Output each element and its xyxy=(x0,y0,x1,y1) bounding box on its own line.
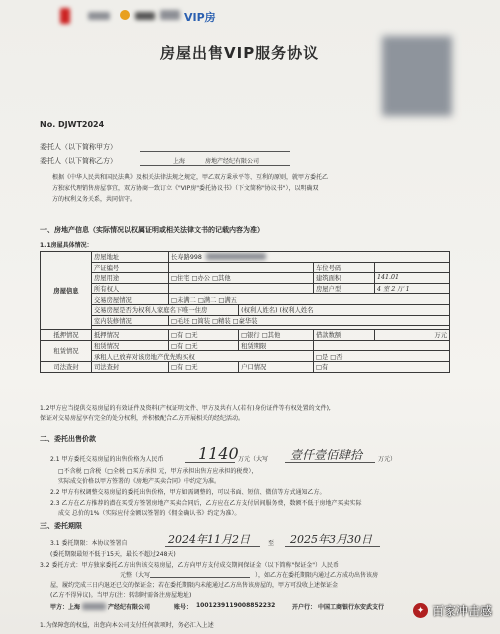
watermark-logo-icon: ✦ xyxy=(413,603,428,618)
page-title: 房屋出售VIP服务协议 xyxy=(160,44,320,62)
mortgage-header: 抵押情况 xyxy=(41,330,92,341)
header-icon xyxy=(120,10,130,20)
section-3-title: 三、委托期限 xyxy=(40,522,82,530)
term-prefix: 3.1 委托期限：本协议签署自 xyxy=(50,540,128,547)
deposit-line-2: 元整（大写 xyxy=(120,572,151,579)
term-end-handwritten: 2025年3月30日 xyxy=(290,533,372,546)
loan-label: 借款数额 xyxy=(314,330,375,341)
account-label: 户口情况 xyxy=(239,361,314,372)
area-label: 建筑面积 xyxy=(314,273,375,284)
justice-header: 司法查封 xyxy=(41,361,92,372)
price-adjust: 2.2 甲方有权调整交易房屋的委托出售价格，甲方如需调整的，可以书面、短信、微信等方式通知乙方。 xyxy=(50,489,326,496)
property-table xyxy=(40,251,450,373)
note-1-2-line-2: 保证对交易房屋享有完全的处分权利，并积极配合乙方开展相关的经纪活动。 xyxy=(40,415,245,422)
address-text: 长寿路998 xyxy=(171,254,202,262)
party-a-company: 产经纪有限公司 xyxy=(108,604,151,611)
price-tax-options: □不含税 □含税（□全税 □买方承担 元，甲方承担出售方应承担的税费）， xyxy=(58,468,258,475)
qr-code-blurred xyxy=(382,36,452,116)
fee-line-2: 成交 总价的1%（实际应付金额以签署的《佣金确认书》约定为准）。 xyxy=(58,510,241,517)
deposit-line-2-tail: ），如乙方在委托期限内通过乙方成功出售该房 xyxy=(255,572,379,579)
lease-buy: 承租人已放弃对该房地产优先购买权 xyxy=(92,351,314,362)
term-mid: 至 xyxy=(268,540,275,547)
lease-buy-options: □是 □否 xyxy=(314,351,450,362)
address-value xyxy=(169,252,450,263)
justice-options: □有 □无 xyxy=(169,361,239,372)
header-logo-mark xyxy=(60,8,70,24)
address-label: 房屋地址 xyxy=(92,252,169,263)
bank-label: 开户行： xyxy=(292,604,317,611)
preamble xyxy=(52,172,452,205)
area-value: 141.01 xyxy=(375,273,450,284)
unit-value xyxy=(375,262,450,273)
usage-options: □住宅 □办公 □其他 xyxy=(169,273,314,284)
indoor-options: □毛坯 □简装 □精装 □豪华装 xyxy=(169,315,450,326)
usage-label: 房屋用途 xyxy=(92,273,169,284)
deposit-line-1: 3.2 委托方式：甲方独家委托乙方出售该交易房屋，乙方向甲方支付成交期间保证金（以下简称"保证金"）人民币 xyxy=(40,562,339,569)
bank-name: 中国工商银行东安武支行 xyxy=(318,604,385,611)
bottom-note: 1.为保障您的权益，出您向本公司支付任何款项时，务必汇入上述 xyxy=(40,622,214,629)
price-note: 实际成交价格以甲方签署的《房地产买卖合同》中约定为准。 xyxy=(58,478,221,485)
preamble-line-2: 方独家代理销售房屋事宜，双方协商一致订立《"VIP房"委托协议书》（下文简称"协议书"），以明确双 xyxy=(52,185,319,192)
agent-company: 房地产经纪有限公司 xyxy=(205,158,260,165)
vip-logo: VIP房 xyxy=(184,11,216,24)
account-options: □有 xyxy=(314,361,450,372)
house-info-header: 房屋信息 xyxy=(41,252,92,330)
lease-label: 租赁情况 xyxy=(92,340,169,351)
fee-line-1: 2.3 乙方在乙方推荐的潜在买受方签署房地产买卖合同后，乙方应在乙方支付居间服务费，数额不低于房地产买卖实际 xyxy=(50,500,362,507)
party-a-label: 甲方：上海 xyxy=(50,604,81,611)
loan-unit: 万元 xyxy=(375,330,450,341)
justice-label: 司法查封 xyxy=(92,361,169,372)
account-number: 1001239119008852232 xyxy=(196,602,276,609)
client-label: 委托人（以下简称甲方） xyxy=(40,143,117,151)
layout-value: 4 室 2 厅 1 xyxy=(375,283,450,294)
account-label-footer: 账号： xyxy=(174,604,193,611)
watermark xyxy=(413,602,492,619)
lease-term: 租赁期限 xyxy=(239,340,314,351)
indoor-label: 室内装修情况 xyxy=(92,315,169,326)
tax-label: 交易房屋情况 xyxy=(92,294,169,305)
layout-label: 房屋户型 xyxy=(314,283,375,294)
contract-number: No. DJWT2024 xyxy=(40,120,105,129)
cert-label: 产证编号 xyxy=(92,262,169,273)
note-1-2 xyxy=(40,404,455,424)
agreement-tail: (权利人姓名) (权利人姓名 xyxy=(239,304,450,315)
owner-label: 所有权人 xyxy=(92,283,169,294)
term-note: (委托期限最短不低于15天，最长不超过248天) xyxy=(50,551,176,558)
preamble-line-3: 方的权利义务关系，共同信守。 xyxy=(52,196,137,203)
price-caps-handwritten: 壹仟壹佰肆拾 xyxy=(290,448,363,462)
mortgage-label: 抵押情况 xyxy=(92,330,169,341)
header-blurred-text xyxy=(88,12,110,20)
term-start-handwritten: 2024年11月2日 xyxy=(168,533,250,546)
cert-value xyxy=(169,262,314,273)
agent-label: 委托人（以下简称乙方） xyxy=(40,157,117,165)
deposit-line-4: (乙方不得异议)。当甲方(注：转制时需备注房屋地址) xyxy=(50,592,192,599)
note-1-2-line-1: 1.2甲方应当提供交易房屋的有效证件及资料(产权证明文件、甲方及共有人(若有)身份证件等有权处置的文件), xyxy=(40,405,331,412)
section-2-title: 二、委托出售价款 xyxy=(40,435,96,443)
price-prefix: 2.1 甲方委托交易房屋的出售价格为人民币 xyxy=(50,456,164,463)
party-a-blurred xyxy=(82,603,106,610)
mortgage-bank: □银行 □其他 xyxy=(239,330,314,341)
lease-options: □有 □无 xyxy=(169,340,239,351)
deposit-line-3: 屋，履约完成三日内退还已交的保证金；若在委托期限内未能通过乙方出售该房屋的，甲方可没收上述保证金 xyxy=(50,582,339,589)
price-value-handwritten: 1140 xyxy=(198,444,239,463)
section-1-title: 一、房地产信息（实际情况以权属证明或相关法律文书的记载内容为准） xyxy=(40,226,264,234)
agent-city: 上海 xyxy=(173,158,186,165)
agreement-label: 交易房屋是否为权利人家庭名下唯一住房 xyxy=(92,304,239,315)
mortgage-options: □有 □无 xyxy=(169,330,239,341)
header-blurred-text-2 xyxy=(135,12,155,20)
owner-value xyxy=(169,283,314,294)
preamble-line-1: 根据《中华人民共和国民法典》及相关法律法规之规定，甲乙双方秉承平等、互利的原则，就甲方委托乙 xyxy=(52,174,329,181)
price-mid: 万元（大写 xyxy=(238,456,269,463)
tax-options: □未满二 □满二 □满五 xyxy=(169,294,450,305)
unit-label: 车位号码 xyxy=(314,262,375,273)
lease-term-value xyxy=(314,340,450,351)
section-1-subtitle: 1.1房屋具体情况： xyxy=(40,242,93,249)
price-tail: 万元） xyxy=(378,456,397,463)
lease-header: 租赁情况 xyxy=(41,340,92,361)
watermark-text: 百家冲击感 xyxy=(431,604,492,618)
header-blurred-text-3 xyxy=(160,10,180,20)
